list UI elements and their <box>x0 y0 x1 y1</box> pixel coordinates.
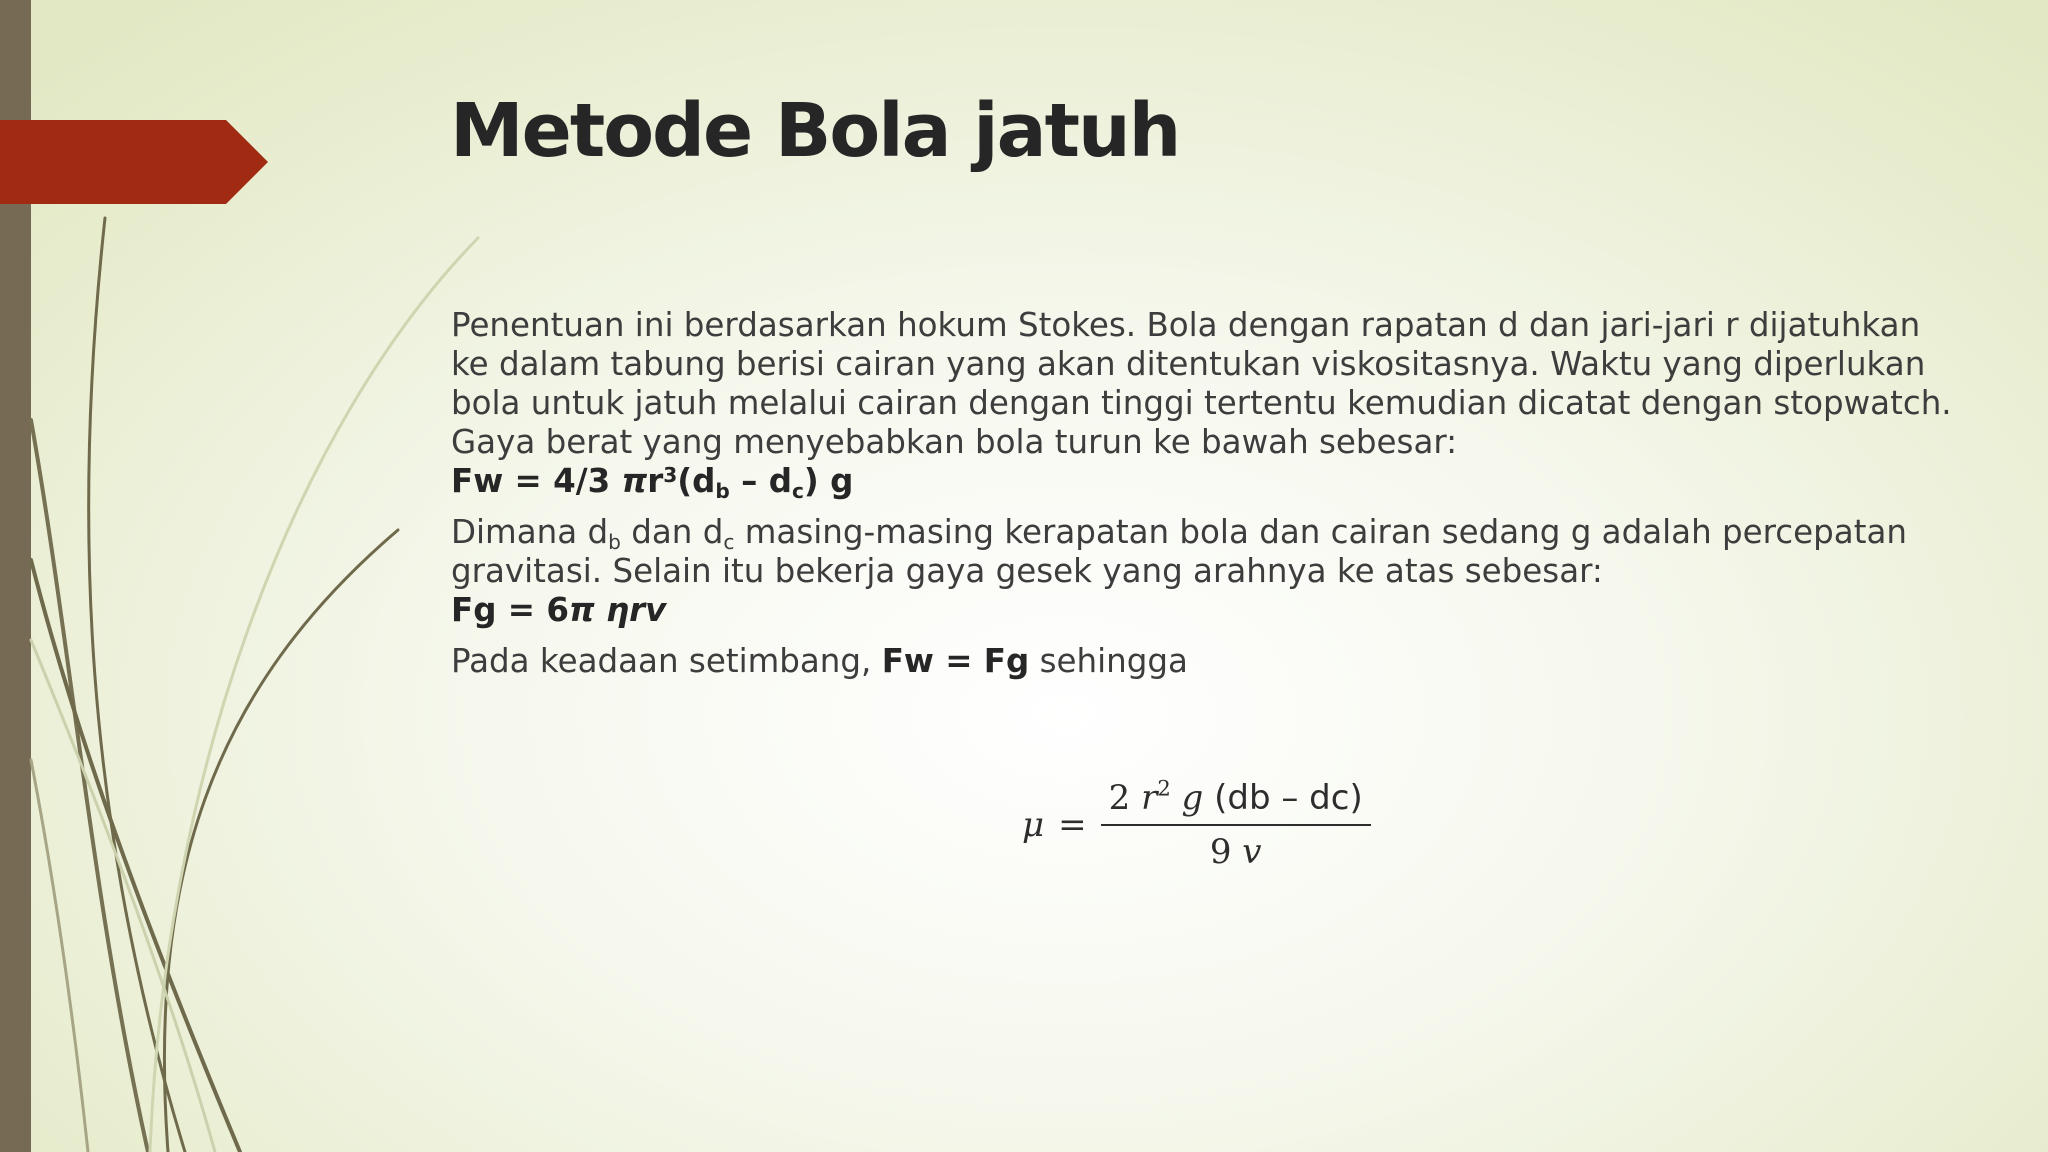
paragraph-setimbang <box>451 642 2011 681</box>
viscosity-formula <box>1022 770 1371 880</box>
den-v: v <box>1242 832 1262 872</box>
slide-title: Metode Bola jatuh <box>450 88 1180 174</box>
num-exponent: 2 <box>1157 775 1171 801</box>
fraction <box>1101 775 1371 872</box>
fraction-denominator <box>1210 826 1262 872</box>
paragraph-line: ke dalam tabung berisi cairan yang akan ditentukan viskositasnya. Waktu yang diperlukan <box>451 345 1926 383</box>
paragraph-line: gravitasi. Selain itu bekerja gaya gesek yang arahnya ke atas sebesar: <box>451 552 1603 590</box>
num-g: g <box>1170 778 1204 818</box>
fw-sub-c: c <box>791 479 804 504</box>
fw-exponent: 3 <box>663 462 678 487</box>
dimana-dan: dan d <box>620 513 724 551</box>
den-coefficient: 9 <box>1209 832 1243 872</box>
equals-sign: = <box>1058 805 1087 845</box>
mu-symbol: μ <box>1022 805 1045 845</box>
dimana-rest: masing-masing kerapatan bola dan cairan sedang g adalah percepatan <box>734 513 1907 551</box>
arrow-tab <box>0 120 268 204</box>
fg-pi-eta-rv: π ηrv <box>568 591 667 629</box>
stem-7 <box>31 760 88 1152</box>
setimbang-sehingga: sehingga <box>1029 642 1188 680</box>
dimana-word: Dimana d <box>451 513 609 551</box>
formula-fg <box>451 591 2011 630</box>
stem-4 <box>164 530 398 1152</box>
stem-3 <box>31 560 240 1152</box>
paragraph-line: Penentuan ini berdasarkan hokum Stokes. Bola dengan rapatan d dan jari-jari r dijatuhkan <box>451 306 1921 344</box>
num-r: r <box>1141 778 1158 818</box>
fw-minus: – d <box>729 462 792 500</box>
num-density-diff: (db – dc) <box>1203 778 1363 818</box>
dimana-sub-b: b <box>608 530 621 555</box>
dimana-sub-c: c <box>723 530 735 555</box>
fw-close: ) g <box>803 462 854 500</box>
fw-sub-b: b <box>715 479 730 504</box>
setimbang-equation: Fw = Fg <box>881 642 1030 680</box>
fw-open: (d <box>677 462 716 500</box>
paragraph-stokes <box>451 306 2011 462</box>
fw-prefix: Fw = 4/3 <box>451 462 622 500</box>
paragraph-dimana <box>451 513 2011 591</box>
fw-r: r <box>647 462 664 500</box>
paragraph-line: Gaya berat yang menyebabkan bola turun ke bawah sebesar: <box>451 423 1458 461</box>
formula-fw <box>451 462 2011 504</box>
num-coefficient: 2 <box>1108 778 1142 818</box>
fraction-numerator <box>1101 775 1371 826</box>
fw-pi: π <box>621 462 648 500</box>
stem-5 <box>150 238 478 1152</box>
setimbang-text: Pada keadaan setimbang, <box>451 642 882 680</box>
slide-body <box>451 306 2011 693</box>
paragraph-line: bola untuk jatuh melalui cairan dengan tinggi tertentu kemudian dicatat dengan stopwatch. <box>451 384 1952 422</box>
fg-prefix: Fg = 6 <box>451 591 569 629</box>
